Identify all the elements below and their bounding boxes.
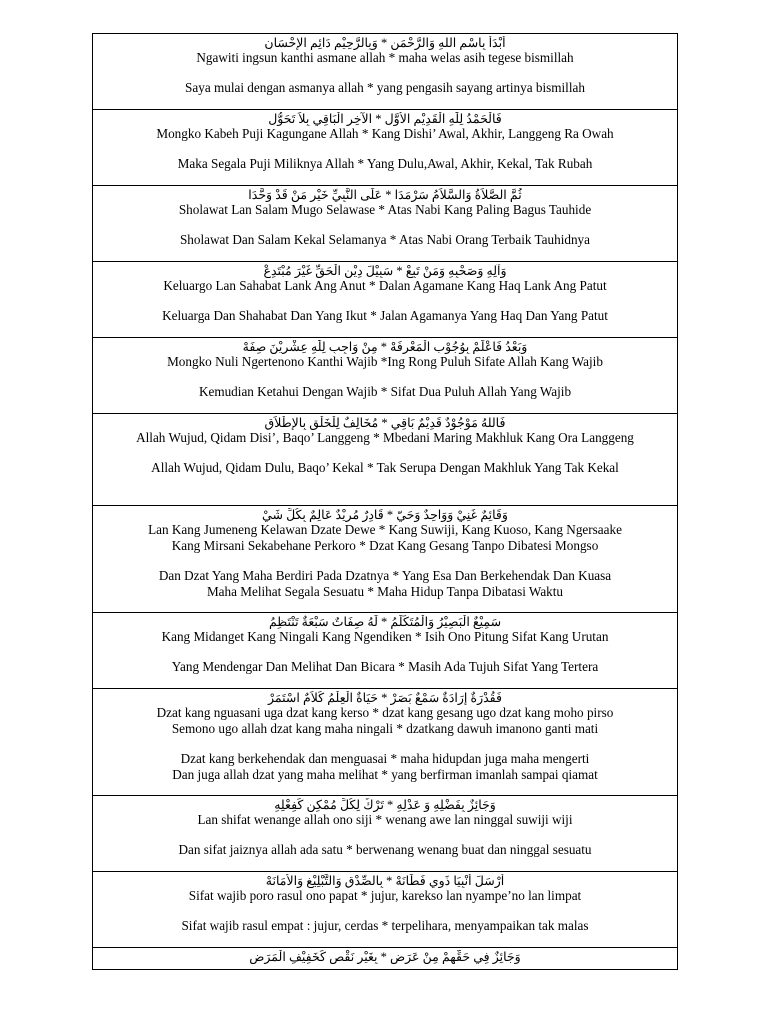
- indonesian-translation: Keluarga Dan Shahabat Dan Yang Ikut * Jalan Agamanya Yang Haq Dan Yang Patut: [162, 308, 608, 323]
- arabic-verse: فَقُدْرَةٌ إِرَادَةٌ سَمْعٌ بَصَرْ * حَيَاةٌ الْعِلْمُ كَلاَمٌ اسْتَمَرْ: [268, 691, 502, 705]
- indonesian-translation: Maha Melihat Segala Sesuatu * Maha Hidup Tanpa Dibatasi Waktu: [206, 584, 564, 599]
- stanza-row: [93, 613, 678, 689]
- stanza-cell: [93, 34, 678, 110]
- indonesian-translation: Dzat kang berkehendak dan menguasai * maha hidupdan juga maha mengerti: [180, 751, 590, 766]
- arabic-verse: فَالْحَمْدُ لِلّٰهِ الْقَدِيْمِ الأَوَّلِ * الآخِرِ الْبَاقِي بِلاَ تَحَوُّلِ: [268, 112, 502, 126]
- javanese-translation: Sifat wajib poro rasul ono papat * jujur, karekso lan nyampe’no lan limpat: [188, 888, 582, 903]
- stanza-cell: [93, 872, 678, 948]
- stanza-row: [93, 506, 678, 613]
- indonesian-translation: Allah Wujud, Qidam Dulu, Baqo’ Kekal * Tak Serupa Dengan Makhluk Yang Tak Kekal: [151, 460, 619, 475]
- stanza-cell: [93, 262, 678, 338]
- stanza-cell: [93, 414, 678, 506]
- javanese-translation: Sholawat Lan Salam Mugo Selawase * Atas Nabi Kang Paling Bagus Tauhide: [178, 202, 592, 217]
- javanese-translation: Allah Wujud, Qidam Disi’, Baqo’ Langgeng * Mbedani Maring Makhluk Kang Ora Langgeng: [136, 430, 634, 445]
- stanza-row: [93, 872, 678, 948]
- spacer: [97, 554, 673, 568]
- spacer: [97, 446, 673, 460]
- javanese-translation: Semono ugo allah dzat kang maha ningali * dzatkang dawuh imanono ganti mati: [171, 721, 599, 736]
- arabic-verse: أَبْدَأُ بِاسْمِ اللهِ وَالرَّحْمَنِ * وَبِالرَّحِيْمِ دَائِمِ الإِحْسَانِ: [264, 36, 506, 50]
- javanese-translation: Mongko Kabeh Puji Kagungane Allah * Kang Dishi’ Awal, Akhir, Langgeng Ra Owah: [156, 126, 614, 141]
- verse-table: [92, 33, 678, 970]
- arabic-verse: وَبَعْدُ فَاعْلَمْ بِوُجُوْبِ الْمَعْرِفَهْ * مِنْ وَاجِبٍ لِلّٰهِ عِشْرِيْنَ صِفَهْ: [242, 340, 528, 354]
- javanese-translation: Ngawiti ingsun kanthi asmane allah * maha welas asih tegese bismillah: [196, 50, 574, 65]
- spacer: [97, 66, 673, 80]
- spacer: [97, 904, 673, 918]
- indonesian-translation: Dan juga allah dzat yang maha melihat * yang berfirman imanlah sampai qiamat: [172, 767, 598, 782]
- stanza-row: [93, 338, 678, 414]
- javanese-translation: Lan Kang Jumeneng Kelawan Dzate Dewe * Kang Suwiji, Kang Kuoso, Kang Ngersaake: [148, 522, 622, 537]
- stanza-row: [93, 796, 678, 872]
- stanza-row: [93, 262, 678, 338]
- javanese-translation: Keluargo Lan Sahabat Lank Ang Anut * Dalan Agamane Kang Haq Lank Ang Patut: [163, 278, 607, 293]
- indonesian-translation: Maka Segala Puji Miliknya Allah * Yang Dulu,Awal, Akhir, Kekal, Tak Rubah: [177, 156, 593, 171]
- arabic-verse: وَآلِهِ وَصَحْبِهِ وَمَنْ تَبِعْ * سَبِيْلَ دِيْنِ الْحَقِّ غَيْرَ مُبْتَدِعْ: [263, 264, 507, 278]
- indonesian-translation: Sifat wajib rasul empat : jujur, cerdas * terpelihara, menyampaikan tak malas: [181, 918, 589, 933]
- stanza-cell: [93, 186, 678, 262]
- arabic-verse: وَقَائِمٌ غَنِيْ وَوَاحِدٌ وَحَيّ * قَادِرٌ مُرِيْدٌ عَالِمٌ بِكُلِّ شَيْ: [262, 508, 508, 522]
- spacer: [97, 370, 673, 384]
- spacer: [97, 294, 673, 308]
- indonesian-translation: Saya mulai dengan asmanya allah * yang pengasih sayang artinya bismillah: [185, 80, 585, 95]
- arabic-verse: سَمِيْعٌ الْبَصِيْرُ وَالْمُتَكَلِّمُ * لَهُ صِفَاتٌ سَبْعَةٌ تَنْتَظِمُ: [268, 615, 502, 629]
- stanza-cell: [93, 338, 678, 414]
- arabic-verse: ثُمَّ الصَّلاَةُ وَالسَّلاَمُ سَرْمَدَا * عَلَى النَّبِيِّ خَيْرِ مَنْ قَدْ وَحَّدَا: [248, 188, 522, 202]
- arabic-verse: وَجَائِزٌ فِي حَقِّهِمْ مِنْ عَرَضِ * بِغَيْرِ نَقْصٍ كَخَفِيْفِ الْمَرَضِ: [249, 950, 521, 964]
- stanza-cell: [93, 796, 678, 872]
- stanza-cell: [93, 948, 678, 970]
- javanese-translation: Lan shifat wenange allah ono siji * wenang awe lan ninggal suwiji wiji: [197, 812, 573, 827]
- javanese-translation: Mongko Nuli Ngertenono Kanthi Wajib *Ing Rong Puluh Sifate Allah Kang Wajib: [167, 354, 603, 369]
- indonesian-translation: Dan sifat jaiznya allah ada satu * berwenang wenang buat dan ninggal sesuatu: [178, 842, 592, 857]
- spacer: [97, 218, 673, 232]
- indonesian-translation: Dan Dzat Yang Maha Berdiri Pada Dzatnya * Yang Esa Dan Berkehendak Dan Kuasa: [158, 568, 612, 583]
- indonesian-translation: Sholawat Dan Salam Kekal Selamanya * Atas Nabi Orang Terbaik Tauhidnya: [179, 232, 591, 247]
- stanza-cell: [93, 506, 678, 613]
- spacer: [97, 737, 673, 751]
- javanese-translation: Dzat kang nguasani uga dzat kang kerso * dzat kang gesang ugo dzat kang moho pirso: [156, 705, 614, 720]
- indonesian-translation: Yang Mendengar Dan Melihat Dan Bicara * Masih Ada Tujuh Sifat Yang Tertera: [171, 659, 599, 674]
- spacer: [97, 828, 673, 842]
- stanza-cell: [93, 689, 678, 796]
- spacer: [97, 645, 673, 659]
- stanza-cell: [93, 110, 678, 186]
- spacer: [97, 142, 673, 156]
- stanza-row: [93, 186, 678, 262]
- stanza-row: [93, 689, 678, 796]
- javanese-translation: Kang Midanget Kang Ningali Kang Ngendiken * Isih Ono Pitung Sifat Kang Urutan: [161, 629, 609, 644]
- arabic-verse: وَجَائِزٌ بِفَضْلِهِ وَ عَدْلِهِ * تَرْكٌ لِكُلِّ مُمْكِنٍ كَفِعْلِهِ: [274, 798, 496, 812]
- arabic-verse: فَاللهُ مَوْجُوْدٌ قَدِيْمٌ بَاقِي * مُخَالِفٌ لِلْخَلْقِ بِالإِطْلاَقِ: [264, 416, 506, 430]
- stanza-row: [93, 34, 678, 110]
- stanza-row: [93, 948, 678, 970]
- arabic-verse: أَرْسَلَ أَنْبِيَا ذَوِي فَطَانَهْ * بِالصِّدْقِ وَالتَّبْلِيْغِ وَالأَمَانَهْ: [265, 874, 505, 888]
- indonesian-translation: Kemudian Ketahui Dengan Wajib * Sifat Dua Puluh Allah Yang Wajib: [198, 384, 572, 399]
- stanza-row: [93, 110, 678, 186]
- stanza-cell: [93, 613, 678, 689]
- javanese-translation: Kang Mirsani Sekabehane Perkoro * Dzat Kang Gesang Tanpo Dibatesi Mongso: [171, 538, 599, 553]
- stanza-row: [93, 414, 678, 506]
